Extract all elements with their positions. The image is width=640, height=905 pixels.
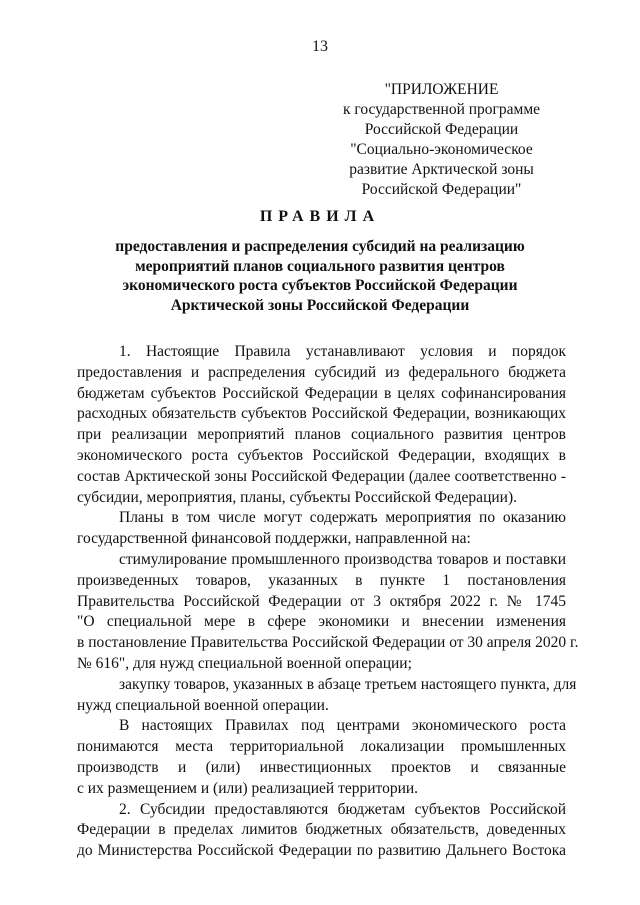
paragraph-6 (77, 800, 566, 862)
text-line: с их размещением и (или) реализацией территории. (77, 779, 419, 797)
text-line: стимулирование промышленного производства товаров и поставки (119, 550, 566, 568)
paragraph-2 (77, 508, 566, 550)
appendix-line: Российской Федерации (364, 121, 519, 138)
text-line: Федерации в пределах лимитов бюджетных обязательств, доведенных (77, 821, 566, 839)
text-line: закупку товаров, указанных в абзаце третьем настоящего пункта, для (119, 675, 577, 693)
text-line: № 616", для нужд специальной военной операции; (77, 654, 412, 672)
text-line: 2. Субсидии предоставляются бюджетам субъектов Российской (119, 800, 566, 818)
text-line: Правительства Российской Федерации от 3 октября 2022 г. № 1745 (77, 592, 566, 610)
text-line: произведенных товаров, указанных в пункте 1 постановления (77, 571, 566, 589)
document-body (77, 342, 579, 862)
text-line: до Министерства Российской Федерации по развитию Дальнего Востока (77, 842, 566, 860)
text-line: состав Арктической зоны Российской Федерации (далее соответственно - (77, 467, 566, 485)
text-line: 1. Настоящие Правила устанавливают условия и порядок (119, 343, 566, 360)
appendix-header (335, 80, 548, 200)
subtitle-line: мероприятий планов социального развития центров (135, 257, 505, 275)
text-line: предоставления и распределения субсидий из федерального бюджета (77, 363, 566, 381)
text-line: в постановление Правительства Российской Федерации от 30 апреля 2020 г. (77, 634, 579, 652)
document-subtitle (90, 237, 550, 315)
subtitle-line: экономического роста субъектов Российской Федерации (122, 277, 518, 294)
text-line: субсидии, мероприятия, планы, субъекты Российской Федерации). (77, 488, 517, 506)
text-line: производств и (или) инвестиционных проектов и связанные (77, 758, 566, 776)
paragraph-5 (77, 716, 566, 799)
text-line: Планы в том числе могут содержать мероприятия по оказанию (119, 509, 566, 527)
appendix-line: Российской Федерации" (361, 181, 522, 198)
text-line: нужд специальной военной операции. (77, 696, 329, 714)
text-line: В настоящих Правилах под центрами экономического роста (119, 717, 566, 735)
text-line: расходных обязательств субъектов Российской Федерации, возникающих (77, 405, 566, 423)
appendix-line: "ПРИЛОЖЕНИЕ (384, 81, 499, 98)
text-line: бюджетам субъектов Российской Федерации в целях софинансирования (77, 384, 566, 402)
document-title: ПРАВИЛА (259, 208, 381, 225)
text-line: при реализации мероприятий планов социального развития центров (77, 426, 566, 444)
text-line: "О специальной мере в сфере экономики и внесении изменения (77, 613, 566, 631)
subtitle-line: предоставления и распределения субсидий на реализацию (115, 238, 525, 255)
page-number: 13 (312, 38, 328, 55)
paragraph-1 (77, 342, 566, 508)
appendix-line: "Социально-экономическое (350, 141, 533, 158)
text-line: государственной финансовой поддержки, направленной на: (77, 530, 471, 548)
text-line: понимаются места территориальной локализации промышленных (77, 738, 566, 756)
subtitle-line: Арктической зоны Российской Федерации (170, 296, 470, 314)
appendix-line: развитие Арктической зоны (349, 161, 534, 178)
appendix-line: к государственной программе (342, 101, 541, 118)
text-line: экономического роста субъектов Российской Федерации, входящих в (77, 446, 566, 464)
paragraph-4 (77, 675, 577, 717)
paragraph-3 (77, 550, 579, 675)
